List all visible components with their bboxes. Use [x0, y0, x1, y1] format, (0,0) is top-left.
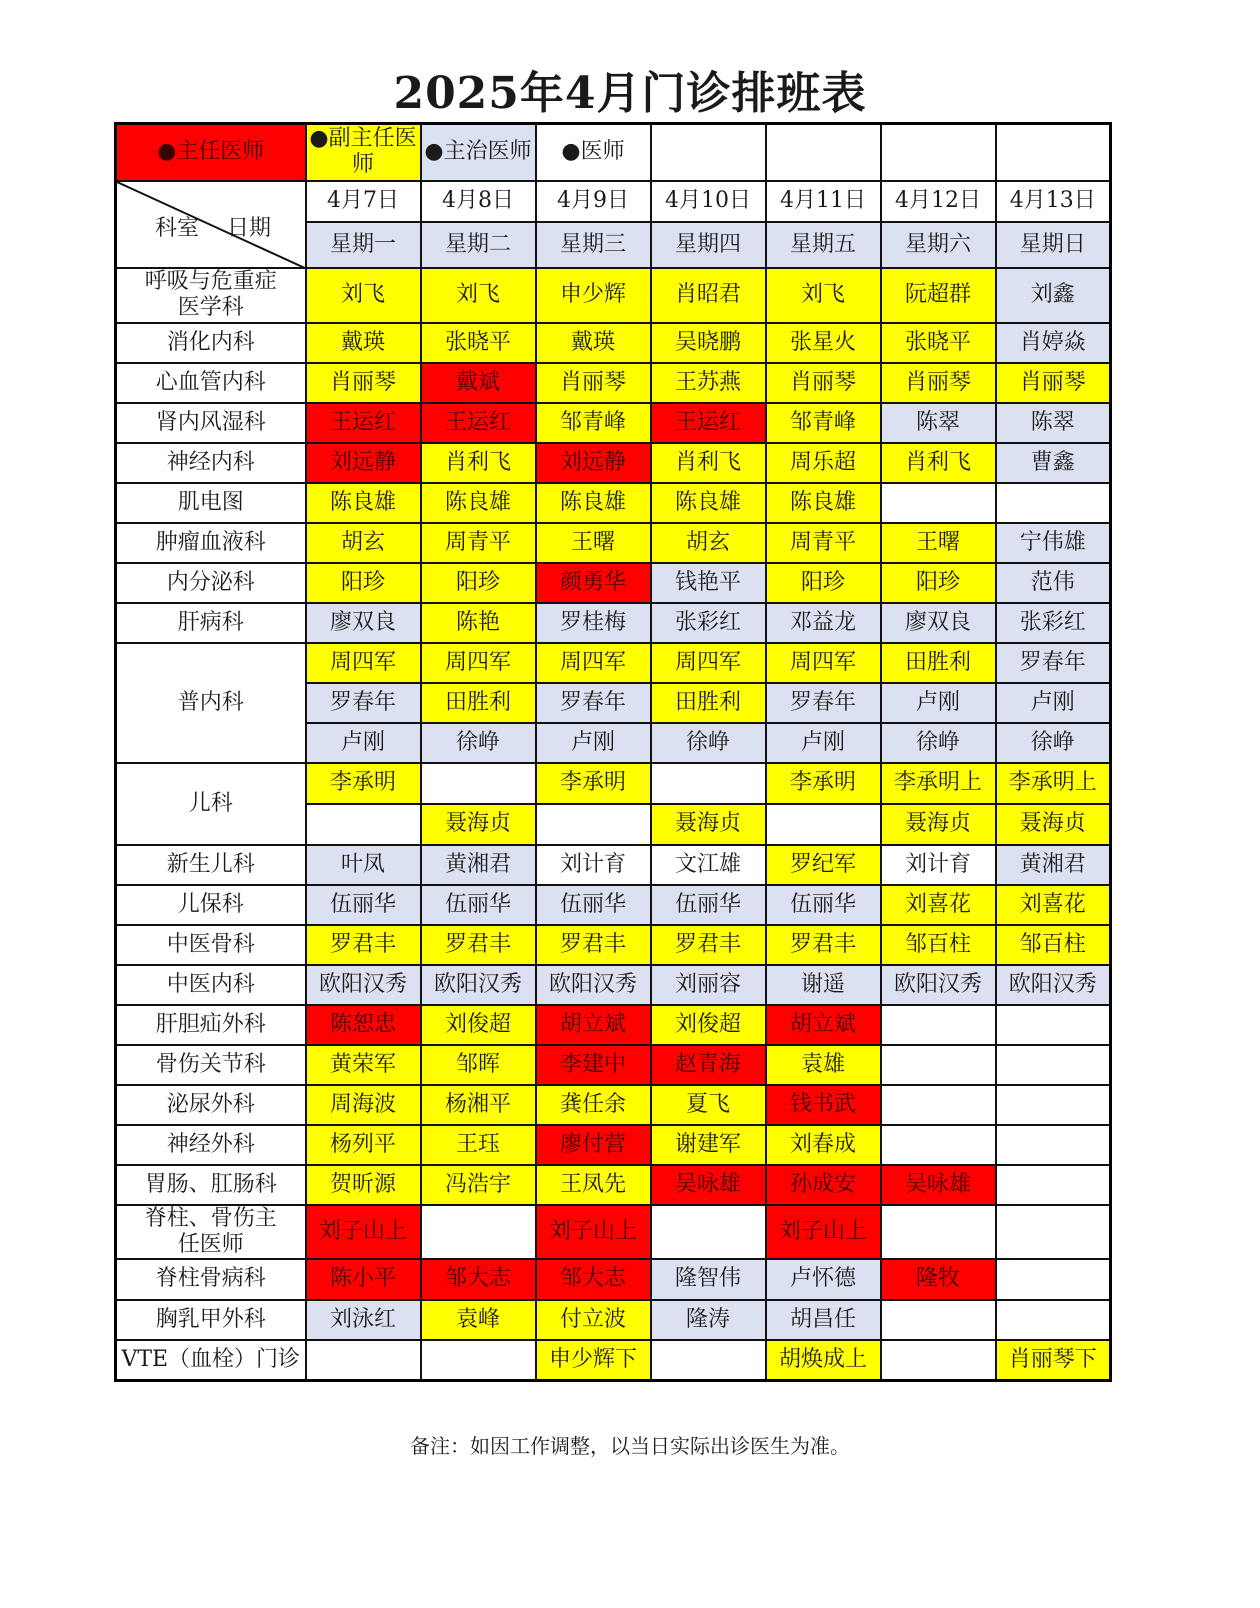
doctor-cell: 伍丽华	[421, 885, 536, 925]
empty-cell	[421, 1205, 536, 1259]
department-cell: 神经外科	[116, 1125, 306, 1165]
legend-row	[116, 124, 1111, 181]
doctor-cell: 罗纪军	[766, 845, 881, 885]
schedule-row	[116, 1125, 1111, 1165]
doctor-cell: 邹百柱	[881, 925, 996, 965]
doctor-cell: 田胜利	[881, 643, 996, 683]
doctor-cell: 肖利飞	[651, 443, 766, 483]
schedule-row	[116, 885, 1111, 925]
doctor-cell: 隆智伟	[651, 1259, 766, 1300]
legend-cell	[421, 124, 536, 181]
doctor-cell: 王曙	[536, 523, 651, 563]
schedule-row	[116, 323, 1111, 363]
doctor-cell: 周乐超	[766, 443, 881, 483]
schedule-row	[116, 1005, 1111, 1045]
doctor-cell: 伍丽华	[536, 885, 651, 925]
doctor-cell: 欧阳汉秀	[306, 965, 421, 1005]
doctor-cell: 贺昕源	[306, 1165, 421, 1205]
doctor-cell: 肖丽琴	[306, 363, 421, 403]
empty-cell	[766, 804, 881, 845]
doctor-cell: 谢遥	[766, 965, 881, 1005]
doctor-cell: 罗春年	[306, 683, 421, 723]
empty-cell	[306, 1340, 421, 1381]
weekday-cell: 星期六	[881, 222, 996, 268]
doctor-cell: 王苏燕	[651, 363, 766, 403]
doctor-cell: 刘计育	[881, 845, 996, 885]
schedule-row	[116, 523, 1111, 563]
doctor-cell: 肖利飞	[421, 443, 536, 483]
doctor-cell: 刘飞	[421, 268, 536, 323]
doctor-cell: 廖付营	[536, 1125, 651, 1165]
doctor-cell: 卢刚	[306, 723, 421, 763]
doctor-cell: 聂海贞	[996, 804, 1111, 845]
doctor-cell: 周四军	[651, 643, 766, 683]
doctor-cell: 袁雄	[766, 1045, 881, 1085]
doctor-cell: 卢刚	[536, 723, 651, 763]
department-cell: 内分泌科	[116, 563, 306, 603]
doctor-cell: 张彩红	[651, 603, 766, 643]
doctor-cell: 陈良雄	[766, 483, 881, 523]
doctor-cell: 张星火	[766, 323, 881, 363]
doctor-cell: 黄湘君	[996, 845, 1111, 885]
weekday-cell: 星期三	[536, 222, 651, 268]
doctor-cell: 罗君丰	[651, 925, 766, 965]
doctor-cell: 陈翠	[881, 403, 996, 443]
doctor-cell: 聂海贞	[651, 804, 766, 845]
empty-cell	[996, 483, 1111, 523]
doctor-cell: 刘子山上	[536, 1205, 651, 1259]
doctor-cell: 伍丽华	[766, 885, 881, 925]
doctor-cell: 肖丽琴	[766, 363, 881, 403]
doctor-cell: 陈良雄	[536, 483, 651, 523]
doctor-cell: 伍丽华	[306, 885, 421, 925]
doctor-cell: 王运红	[651, 403, 766, 443]
legend-label: ●副主任医师	[309, 126, 417, 178]
doctor-cell: 胡焕成上	[766, 1340, 881, 1381]
weekday-cell: 星期二	[421, 222, 536, 268]
empty-cell	[996, 1125, 1111, 1165]
empty-cell	[996, 1259, 1111, 1300]
doctor-cell: 罗春年	[996, 643, 1111, 683]
department-cell: 消化内科	[116, 323, 306, 363]
doctor-cell: 邹青峰	[536, 403, 651, 443]
doctor-cell: 罗君丰	[306, 925, 421, 965]
department-cell: 肿瘤血液科	[116, 523, 306, 563]
doctor-cell: 刘子山上	[766, 1205, 881, 1259]
schedule-row	[116, 483, 1111, 523]
doctor-cell: 罗君丰	[421, 925, 536, 965]
doctor-cell: 李承明	[536, 763, 651, 804]
schedule-row	[116, 1340, 1111, 1381]
doctor-cell: 卢刚	[881, 683, 996, 723]
empty-cell	[996, 1300, 1111, 1340]
doctor-cell: 张晓平	[421, 323, 536, 363]
doctor-cell: 阳珍	[881, 563, 996, 603]
doctor-cell: 肖丽琴	[996, 363, 1111, 403]
doctor-cell: 周海波	[306, 1085, 421, 1125]
doctor-cell: 叶凤	[306, 845, 421, 885]
doctor-cell: 廖双良	[881, 603, 996, 643]
legend-empty-cell	[651, 124, 766, 181]
doctor-cell: 龚任余	[536, 1085, 651, 1125]
dept-date-header	[116, 181, 306, 268]
doctor-cell: 赵青海	[651, 1045, 766, 1085]
doctor-cell: 聂海贞	[421, 804, 536, 845]
doctor-cell: 胡玄	[651, 523, 766, 563]
doctor-cell: 胡立斌	[536, 1005, 651, 1045]
footnote: 备注：如因工作调整，以当日实际出诊医生为准。	[410, 1434, 850, 1458]
empty-cell	[996, 1045, 1111, 1085]
doctor-cell: 钱书武	[766, 1085, 881, 1125]
empty-cell	[881, 1205, 996, 1259]
doctor-cell: 卢刚	[996, 683, 1111, 723]
doctor-cell: 王凤先	[536, 1165, 651, 1205]
doctor-cell: 张彩红	[996, 603, 1111, 643]
doctor-cell: 袁峰	[421, 1300, 536, 1340]
doctor-cell: 刘喜花	[881, 885, 996, 925]
date-cell: 4月10日	[651, 181, 766, 222]
empty-cell	[421, 763, 536, 804]
doctor-cell: 肖昭君	[651, 268, 766, 323]
empty-cell	[421, 1340, 536, 1381]
diagonal-divider	[117, 182, 306, 268]
doctor-cell: 邹晖	[421, 1045, 536, 1085]
doctor-cell: 欧阳汉秀	[536, 965, 651, 1005]
department-cell: 儿科	[116, 763, 306, 845]
doctor-cell: 廖双良	[306, 603, 421, 643]
doctor-cell: 张晓平	[881, 323, 996, 363]
doctor-cell: 周四军	[306, 643, 421, 683]
doctor-cell: 刘飞	[766, 268, 881, 323]
doctor-cell: 徐峥	[421, 723, 536, 763]
doctor-cell: 周四军	[766, 643, 881, 683]
doctor-cell: 罗桂梅	[536, 603, 651, 643]
empty-cell	[881, 1125, 996, 1165]
department-cell: 中医内科	[116, 965, 306, 1005]
date-cell: 4月7日	[306, 181, 421, 222]
empty-cell	[996, 1085, 1111, 1125]
department-cell: 新生儿科	[116, 845, 306, 885]
department-cell: 泌尿外科	[116, 1085, 306, 1125]
doctor-cell: 肖丽琴	[536, 363, 651, 403]
doctor-cell: 周四军	[421, 643, 536, 683]
doctor-cell: 罗春年	[766, 683, 881, 723]
doctor-cell: 刘远静	[306, 443, 421, 483]
doctor-cell: 刘喜花	[996, 885, 1111, 925]
empty-cell	[996, 1205, 1111, 1259]
doctor-cell: 邓益龙	[766, 603, 881, 643]
doctor-cell: 王运红	[306, 403, 421, 443]
doctor-cell: 邹百柱	[996, 925, 1111, 965]
dept-label: 科室	[155, 215, 200, 241]
legend-cell	[536, 124, 651, 181]
department-cell: 肝病科	[116, 603, 306, 643]
empty-cell	[306, 804, 421, 845]
legend-label: ●主治医师	[424, 139, 532, 165]
doctor-cell: 刘鑫	[996, 268, 1111, 323]
weekday-cell: 星期一	[306, 222, 421, 268]
doctor-cell: 李承明	[306, 763, 421, 804]
empty-cell	[651, 1205, 766, 1259]
doctor-cell: 胡玄	[306, 523, 421, 563]
doctor-cell: 刘飞	[306, 268, 421, 323]
doctor-cell: 刘远静	[536, 443, 651, 483]
doctor-cell: 夏飞	[651, 1085, 766, 1125]
doctor-cell: 阳珍	[766, 563, 881, 603]
empty-cell	[996, 1165, 1111, 1205]
schedule-row	[116, 363, 1111, 403]
doctor-cell: 黄荣军	[306, 1045, 421, 1085]
empty-cell	[881, 1045, 996, 1085]
date-cell: 4月12日	[881, 181, 996, 222]
doctor-cell: 杨列平	[306, 1125, 421, 1165]
empty-cell	[536, 804, 651, 845]
schedule-row	[116, 603, 1111, 643]
doctor-cell: 刘俊超	[651, 1005, 766, 1045]
department-cell: 胃肠、肛肠科	[116, 1165, 306, 1205]
doctor-cell: 邹青峰	[766, 403, 881, 443]
doctor-cell: 肖丽琴	[881, 363, 996, 403]
department-cell: 胸乳甲外科	[116, 1300, 306, 1340]
empty-cell	[881, 483, 996, 523]
schedule-row	[116, 268, 1111, 323]
department-cell: 呼吸与危重症医学科	[116, 268, 306, 323]
doctor-cell: 聂海贞	[881, 804, 996, 845]
legend-label: ●主任医师	[157, 139, 265, 165]
doctor-cell: 陈翠	[996, 403, 1111, 443]
doctor-cell: 罗君丰	[536, 925, 651, 965]
doctor-cell: 谢建军	[651, 1125, 766, 1165]
empty-cell	[881, 1005, 996, 1045]
empty-cell	[651, 1340, 766, 1381]
doctor-cell: 戴瑛	[306, 323, 421, 363]
doctor-cell: 陈良雄	[306, 483, 421, 523]
doctor-cell: 徐峥	[996, 723, 1111, 763]
page-title: 2025年4月门诊排班表	[393, 68, 867, 119]
doctor-cell: 杨湘平	[421, 1085, 536, 1125]
doctor-cell: 卢怀德	[766, 1259, 881, 1300]
doctor-cell: 申少辉下	[536, 1340, 651, 1381]
doctor-cell: 申少辉	[536, 268, 651, 323]
date-cell: 4月11日	[766, 181, 881, 222]
doctor-cell: 颜勇华	[536, 563, 651, 603]
legend-empty-cell	[766, 124, 881, 181]
doctor-cell: 胡昌任	[766, 1300, 881, 1340]
date-label: 日期	[227, 215, 272, 241]
doctor-cell: 陈艳	[421, 603, 536, 643]
schedule-row	[116, 563, 1111, 603]
department-cell: 脊柱、骨伤主任医师	[116, 1205, 306, 1259]
doctor-cell: 阳珍	[306, 563, 421, 603]
empty-cell	[881, 1085, 996, 1125]
schedule-row	[116, 1300, 1111, 1340]
department-cell: 神经内科	[116, 443, 306, 483]
doctor-cell: 李建中	[536, 1045, 651, 1085]
doctor-cell: 戴斌	[421, 363, 536, 403]
doctor-cell: 文江雄	[651, 845, 766, 885]
empty-cell	[881, 1340, 996, 1381]
doctor-cell: 曹鑫	[996, 443, 1111, 483]
doctor-cell: 伍丽华	[651, 885, 766, 925]
department-cell: 普内科	[116, 643, 306, 763]
doctor-cell: 徐峥	[651, 723, 766, 763]
schedule-row	[116, 443, 1111, 483]
doctor-cell: 肖丽琴下	[996, 1340, 1111, 1381]
legend-cell	[116, 124, 306, 181]
date-cell: 4月13日	[996, 181, 1111, 222]
doctor-cell: 陈小平	[306, 1259, 421, 1300]
doctor-cell: 钱艳平	[651, 563, 766, 603]
doctor-cell: 阳珍	[421, 563, 536, 603]
doctor-cell: 肖利飞	[881, 443, 996, 483]
doctor-cell: 罗春年	[536, 683, 651, 723]
doctor-cell: 黄湘君	[421, 845, 536, 885]
schedule-row	[116, 965, 1111, 1005]
schedule-row	[116, 1045, 1111, 1085]
doctor-cell: 王运红	[421, 403, 536, 443]
doctor-cell: 陈恕忠	[306, 1005, 421, 1045]
weekday-cell: 星期五	[766, 222, 881, 268]
doctor-cell: 刘计育	[536, 845, 651, 885]
doctor-cell: 宁伟雄	[996, 523, 1111, 563]
doctor-cell: 欧阳汉秀	[421, 965, 536, 1005]
department-cell: 肾内风湿科	[116, 403, 306, 443]
department-cell: 肌电图	[116, 483, 306, 523]
doctor-cell: 戴瑛	[536, 323, 651, 363]
doctor-cell: 李承明上	[881, 763, 996, 804]
legend-label: ●医师	[561, 139, 625, 165]
doctor-cell: 周四军	[536, 643, 651, 683]
legend-empty-cell	[881, 124, 996, 181]
doctor-cell: 隆牧	[881, 1259, 996, 1300]
department-cell: 儿保科	[116, 885, 306, 925]
schedule-row	[116, 845, 1111, 885]
doctor-cell: 邹大志	[536, 1259, 651, 1300]
schedule-row	[116, 925, 1111, 965]
doctor-cell: 刘子山上	[306, 1205, 421, 1259]
doctor-cell: 范伟	[996, 563, 1111, 603]
doctor-cell: 邹大志	[421, 1259, 536, 1300]
doctor-cell: 阮超群	[881, 268, 996, 323]
doctor-cell: 刘丽容	[651, 965, 766, 1005]
schedule-table	[114, 122, 1112, 1382]
schedule-row	[116, 403, 1111, 443]
department-cell: 骨伤关节科	[116, 1045, 306, 1085]
schedule-row	[116, 1205, 1111, 1259]
department-cell: 肝胆疝外科	[116, 1005, 306, 1045]
doctor-cell: 王曙	[881, 523, 996, 563]
doctor-cell: 刘春成	[766, 1125, 881, 1165]
doctor-cell: 田胜利	[651, 683, 766, 723]
doctor-cell: 李承明	[766, 763, 881, 804]
doctor-cell: 胡立斌	[766, 1005, 881, 1045]
doctor-cell: 冯浩宇	[421, 1165, 536, 1205]
doctor-cell: 李承明上	[996, 763, 1111, 804]
department-cell: 脊柱骨病科	[116, 1259, 306, 1300]
doctor-cell: 吴咏雄	[881, 1165, 996, 1205]
schedule-row	[116, 643, 1111, 683]
doctor-cell: 徐峥	[881, 723, 996, 763]
doctor-cell: 付立波	[536, 1300, 651, 1340]
doctor-cell: 卢刚	[766, 723, 881, 763]
schedule-row	[116, 1085, 1111, 1125]
empty-cell	[996, 1005, 1111, 1045]
department-cell: 中医骨科	[116, 925, 306, 965]
date-cell: 4月8日	[421, 181, 536, 222]
empty-cell	[881, 1300, 996, 1340]
empty-cell	[651, 763, 766, 804]
department-cell: VTE（血栓）门诊	[116, 1340, 306, 1381]
doctor-cell: 周青平	[421, 523, 536, 563]
doctor-cell: 田胜利	[421, 683, 536, 723]
doctor-cell: 刘泳红	[306, 1300, 421, 1340]
doctor-cell: 吴咏雄	[651, 1165, 766, 1205]
doctor-cell: 刘俊超	[421, 1005, 536, 1045]
schedule-row	[116, 763, 1111, 804]
weekday-cell: 星期日	[996, 222, 1111, 268]
doctor-cell: 孙成安	[766, 1165, 881, 1205]
doctor-cell: 罗君丰	[766, 925, 881, 965]
doctor-cell: 吴晓鹏	[651, 323, 766, 363]
legend-empty-cell	[996, 124, 1111, 181]
doctor-cell: 欧阳汉秀	[996, 965, 1111, 1005]
legend-cell	[306, 124, 421, 181]
date-cell: 4月9日	[536, 181, 651, 222]
doctor-cell: 肖婷焱	[996, 323, 1111, 363]
doctor-cell: 周青平	[766, 523, 881, 563]
doctor-cell: 王珏	[421, 1125, 536, 1165]
weekday-cell: 星期四	[651, 222, 766, 268]
schedule-row	[116, 1165, 1111, 1205]
schedule-row	[116, 1259, 1111, 1300]
doctor-cell: 陈良雄	[421, 483, 536, 523]
date-row	[116, 181, 1111, 222]
doctor-cell: 陈良雄	[651, 483, 766, 523]
department-cell: 心血管内科	[116, 363, 306, 403]
doctor-cell: 隆涛	[651, 1300, 766, 1340]
doctor-cell: 欧阳汉秀	[881, 965, 996, 1005]
